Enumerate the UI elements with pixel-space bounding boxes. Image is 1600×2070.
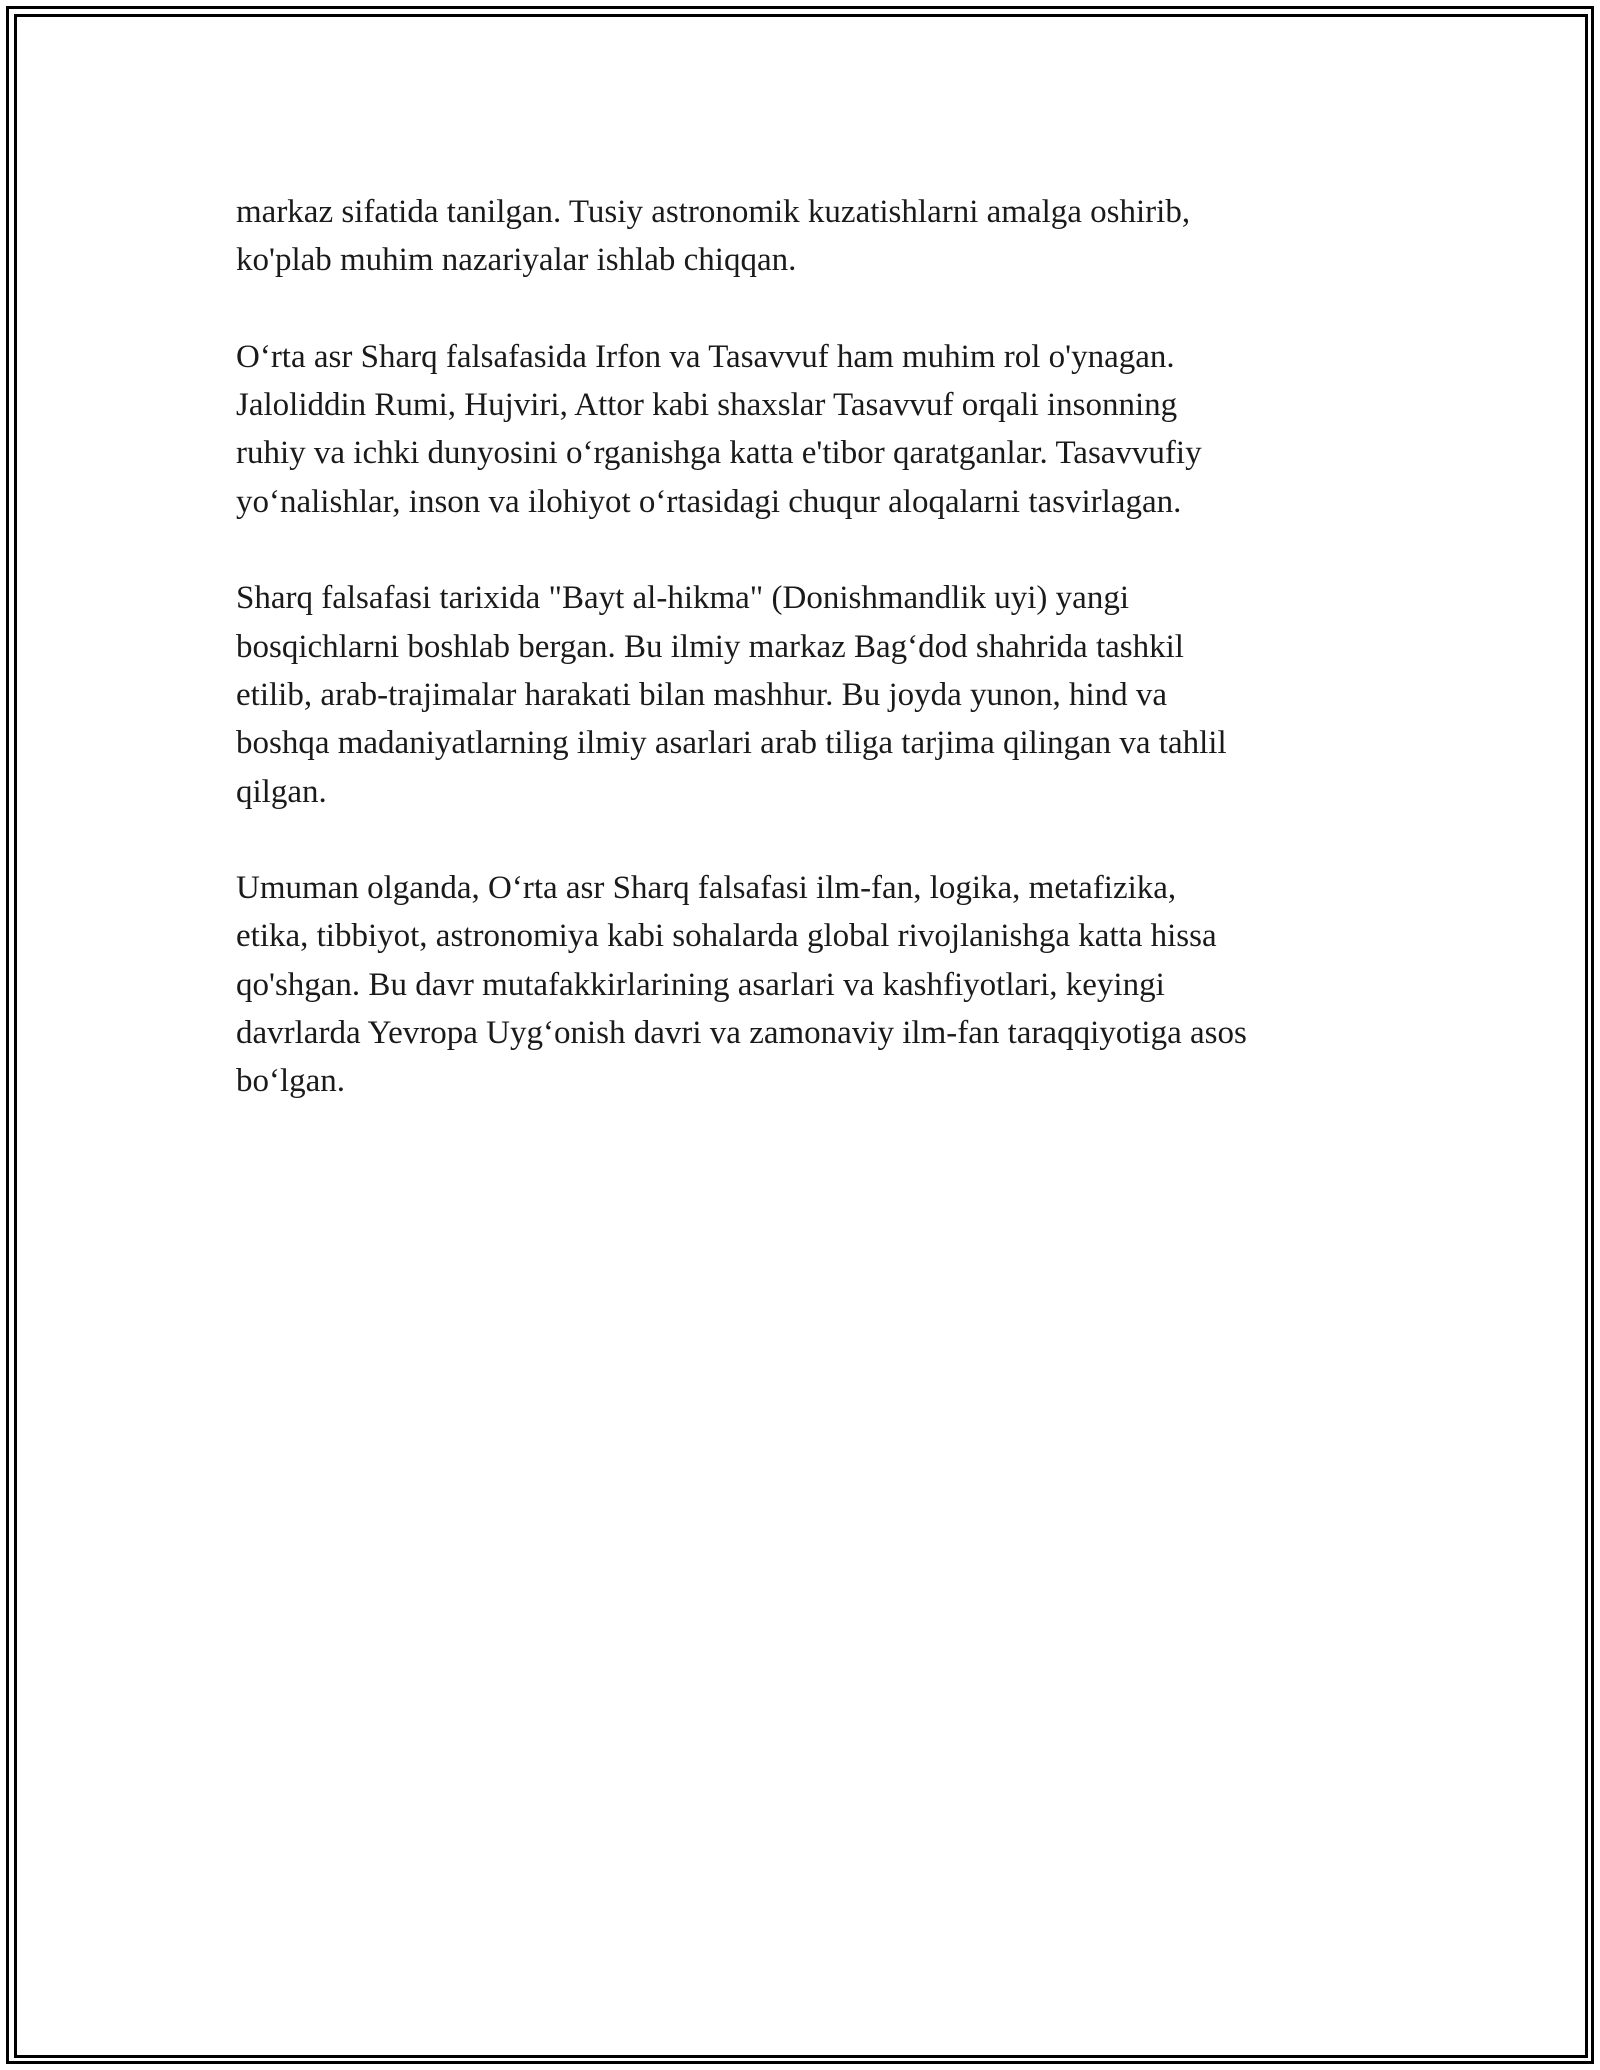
paragraph-2 xyxy=(236,333,1386,526)
text-line: ko'plab muhim nazariyalar ishlab chiqqan. xyxy=(236,242,797,279)
text-line: davrlarda Yevropa Uyg‘onish davri va zamonaviy ilm-fan taraqqiyotiga asos xyxy=(236,1015,1247,1052)
text-line: ruhiy va ichki dunyosini o‘rganishga katta e'tibor qaratganlar. Tasavvufiy xyxy=(236,435,1202,472)
paragraph-1 xyxy=(236,188,1386,285)
text-line: yo‘nalishlar, inson va ilohiyot o‘rtasidagi chuqur aloqalarni tasvirlagan. xyxy=(236,483,1182,520)
document-body xyxy=(236,188,1386,1154)
text-line: Sharq falsafasi tarixida "Bayt al-hikma" (Donishmandlik uyi) yangi xyxy=(236,580,1129,617)
text-line: qilgan. xyxy=(236,773,327,810)
text-line: O‘rta asr Sharq falsafasida Irfon va Tasavvuf ham muhim rol o'ynagan. xyxy=(236,338,1175,375)
text-line: qo'shgan. Bu davr mutafakkirlarining asarlari va kashfiyotlari, keyingi xyxy=(236,966,1165,1003)
text-line: etika, tibbiyot, astronomiya kabi sohalarda global rivojlanishga katta hissa xyxy=(236,918,1217,955)
text-line: markaz sifatida tanilgan. Tusiy astronomik kuzatishlarni amalga oshirib, xyxy=(236,194,1191,230)
text-line: Jaloliddin Rumi, Hujviri, Attor kabi shaxslar Tasavvuf orqali insonning xyxy=(236,387,1178,424)
text-line: etilib, arab-trajimalar harakati bilan mashhur. Bu joyda yunon, hind va xyxy=(236,676,1168,713)
paragraph-3 xyxy=(236,574,1386,815)
text-line: Umuman olganda, O‘rta asr Sharq falsafasi ilm-fan, logika, metafizika, xyxy=(236,870,1177,907)
text-line: bo‘lgan. xyxy=(236,1063,346,1100)
paragraph-4 xyxy=(236,864,1386,1105)
text-line: boshqa madaniyatlarning ilmiy asarlari arab tiliga tarjima qilingan va tahlil xyxy=(236,725,1227,762)
text-line: bosqichlarni boshlab bergan. Bu ilmiy markaz Bag‘dod shahrida tashkil xyxy=(236,628,1184,665)
